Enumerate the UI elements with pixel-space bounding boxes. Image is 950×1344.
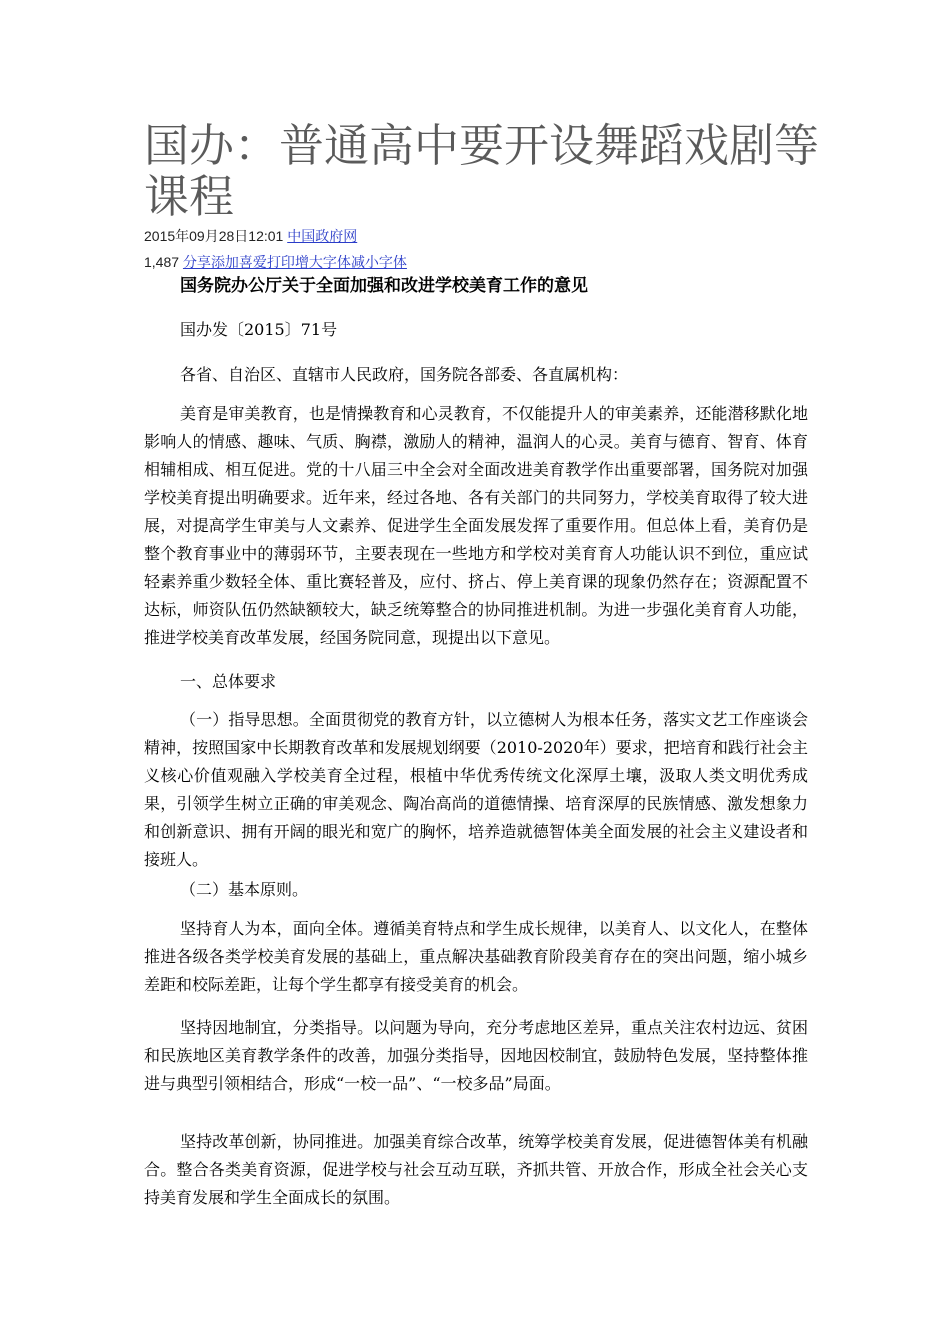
section-heading-general [144, 668, 808, 696]
section-heading-text: （二）基本原则。 [180, 880, 309, 899]
increase-font-link[interactable]: 增大字体 [294, 254, 351, 270]
paragraph-principle-3 [144, 1128, 808, 1212]
add-favorite-link[interactable]: 添加喜爱 [210, 254, 267, 270]
paragraph-text: 美育是审美教育，也是情操教育和心灵教育，不仅能提升人的审美素养，还能潜移默化地影响人的情感、趣味、气质、胸襟，激励人的精神，温润人的心灵。美育与德育、智育、体育相辅相成、相互促进。党的十八届三中全会对全面改进美育教学作出重要部署，国务院对加强学校美育提出明确要求。近年来，经过各地、各有关部门的共同努力，学校美育取得了较大进展，对提高学生审美与人文素养、促进学生全面发展发挥了重要作用。但总体上看，美育仍是整个教育事业中的薄弱环节，主要表现在一些地方和学校对美育育人功能认识不到位，重应试轻素养重少数轻全体、重比赛轻普及，应付、挤占、停上美育课的现象仍然存在；资源配置不达标，师资队伍仍然缺额较大，缺乏统筹整合的协同推进机制。为进一步强化美育育人功能，推进学校美育改革发展，经国务院同意，现提出以下意见。 [144, 404, 808, 647]
article-meta-share-row [144, 253, 844, 271]
paragraph-principle-2 [144, 1014, 808, 1098]
share-link[interactable]: 分享 [182, 254, 211, 270]
paragraph-principle-1 [144, 915, 808, 999]
section-heading-text: 一、总体要求 [180, 672, 277, 691]
article-title: 国办：普通高中要开设舞蹈戏剧等课程 [144, 119, 820, 223]
source-link[interactable]: 中国政府网 [287, 228, 358, 244]
section-heading-principles [144, 876, 808, 904]
paragraph-intro [144, 400, 808, 652]
paragraph-text: 坚持改革创新，协同推进。加强美育综合改革，统筹学校美育发展，促进德智体美有机融合。整合各类美育资源，促进学校与社会互动互联，齐抓共管、开放合作，形成全社会关心支持美育发展和学生全面成长的氛围。 [144, 1132, 808, 1207]
article-meta-date-row [144, 227, 844, 245]
paragraph-text: 坚持育人为本，面向全体。遵循美育特点和学生成长规律，以美育人、以文化人，在整体推进各级各类学校美育发展的基础上，重点解决基础教育阶段美育存在的突出问题，缩小城乡差距和校际差距，让每个学生都享有接受美育的机会。 [144, 919, 808, 994]
paragraph-text: 坚持因地制宜，分类指导。以问题为导向，充分考虑地区差异，重点关注农村边远、贫困和民族地区美育教学条件的改善，加强分类指导，因地因校制宜，鼓励特色发展，坚持整体推进与典型引领相结合，形成“一校一品”、“一校多品”局面。 [144, 1018, 808, 1093]
publish-date: 2015年09月28日12:01 [144, 228, 284, 244]
document-heading: 国务院办公厅关于全面加强和改进学校美育工作的意见 [180, 276, 588, 296]
decrease-font-link[interactable]: 减小字体 [350, 254, 407, 270]
print-link[interactable]: 打印 [266, 254, 295, 270]
paragraph-text: （一）指导思想。全面贯彻党的教育方针，以立德树人为根本任务，落实文艺工作座谈会精神，按照国家中长期教育改革和发展规划纲要（2010-2020年）要求，把培育和践行社会主义核心价值观融入学校美育全过程，根植中华优秀传统文化深厚土壤，汲取人类文明优秀成果，引领学生树立正确的审美观念、陶冶高尚的道德情操、培育深厚的民族情感、激发想象力和创新意识、拥有开阔的眼光和宽广的胸怀，培养造就德智体美全面发展的社会主义建设者和接班人。 [144, 710, 808, 869]
paragraph-guiding-ideology [144, 706, 808, 874]
view-count: 1,487 [144, 254, 180, 270]
salutation: 各省、自治区、直辖市人民政府，国务院各部委、各直属机构： [180, 365, 629, 384]
document-number: 国办发〔2015〕71号 [180, 320, 338, 339]
